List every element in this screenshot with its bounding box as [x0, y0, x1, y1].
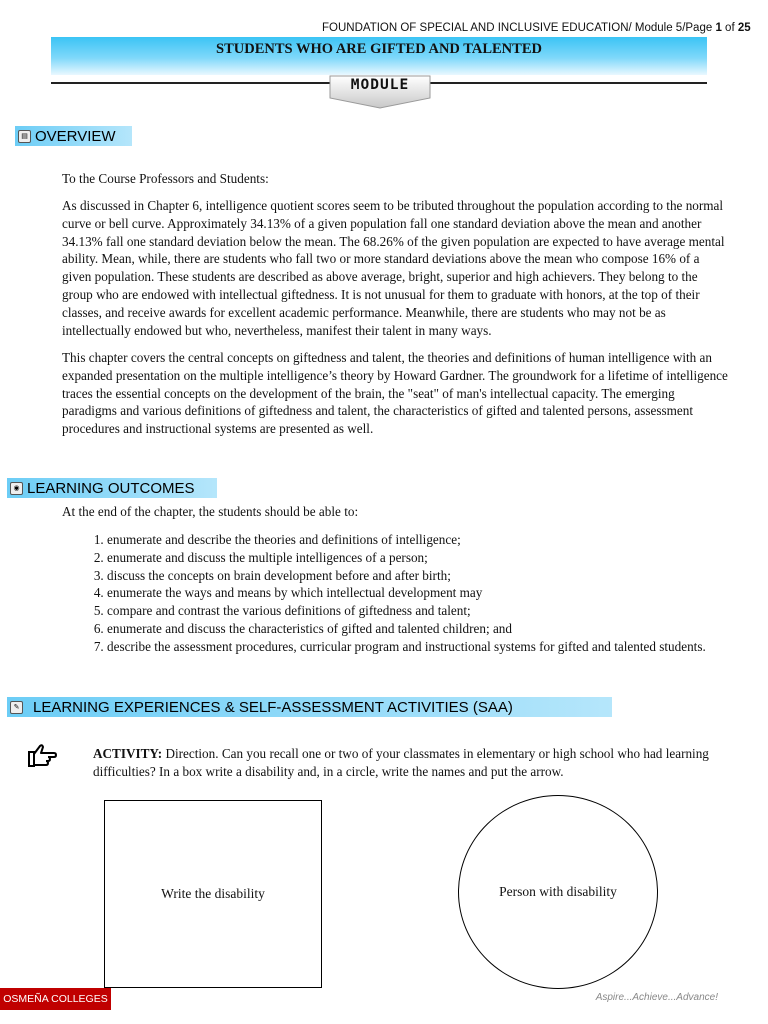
running-header	[322, 22, 751, 34]
outcomes-intro	[62, 503, 728, 521]
overview-heading: OVERVIEW	[35, 127, 116, 145]
page-current: 1	[715, 22, 722, 34]
target-icon: ◉	[10, 482, 23, 495]
outcomes-intro-text: At the end of the chapter, the students should be able to:	[62, 504, 359, 519]
list-item: 1. enumerate and describe the theories and definitions of intelligence;	[107, 531, 747, 549]
section-learning-experiences	[7, 697, 612, 717]
list-item: 7. describe the assessment procedures, curricular program and instructional systems for gifted and talented students.	[107, 638, 747, 656]
page-total: 25	[737, 22, 751, 34]
overview-paragraph-2	[62, 349, 728, 438]
title-banner	[51, 37, 707, 75]
activity-icon: ✎	[10, 701, 23, 714]
section-learning-outcomes	[7, 478, 217, 498]
learning-outcomes-heading: LEARNING OUTCOMES	[27, 479, 195, 497]
list-item: 2. enumerate and discuss the multiple intelligences of a person;	[107, 549, 747, 567]
activity-label: ACTIVITY:	[93, 746, 163, 761]
document-icon: ▤	[18, 130, 31, 143]
person-circle	[458, 795, 658, 989]
footer-tagline: Aspire...Achieve...Advance!	[595, 992, 718, 1003]
activity-text: Direction. Can you recall one or two of your classmates in elementary or high school who had learning difficulties? In a box write a disability and, in a circle, write the names and put the arrow.	[93, 746, 709, 779]
learning-experiences-heading: LEARNING EXPERIENCES & SELF-ASSESSMENT ACTIVITIES (SAA)	[33, 698, 513, 716]
salutation-text: To the Course Professors and Students:	[62, 171, 269, 186]
document-title: STUDENTS WHO ARE GIFTED AND TALENTED	[216, 41, 542, 57]
page-of: of	[721, 22, 738, 34]
module-tab	[327, 74, 433, 110]
footer-school-badge	[0, 988, 111, 1010]
disability-box-label: Write the disability	[161, 886, 265, 901]
person-circle-label: Person with disability	[499, 884, 617, 899]
list-item: 3. discuss the concepts on brain development before and after birth;	[107, 567, 747, 585]
module-label: MODULE	[350, 77, 410, 93]
footer-school: OSMEÑA COLLEGES	[3, 993, 108, 1005]
paragraph-2-text: This chapter covers the central concepts on giftedness and talent, the theories and definitions of human intelligence with an expanded presentation on the multiple intelligence’s theory by Howard Gardner. The groundwork for a lifetime of intelligence traces the essential concepts on the development of the brain, the "seat" of man's intellectual capacity. The emerging paradigms and various definitions of giftedness and talent, the characteristics of gifted and talented persons, assessment procedures and instructional systems are presented as well.	[62, 350, 728, 437]
pointing-hand-icon	[26, 742, 58, 770]
activity-instructions	[93, 745, 713, 781]
overview-salutation	[62, 170, 728, 188]
outcomes-list	[62, 531, 747, 656]
section-overview	[15, 126, 132, 146]
list-item: 6. enumerate and discuss the characteristics of gifted and talented children; and	[107, 620, 747, 638]
list-item: 5. compare and contrast the various definitions of giftedness and talent;	[107, 602, 747, 620]
disability-box	[104, 800, 322, 988]
list-item: 4. enumerate the ways and means by which intellectual development may	[107, 584, 747, 602]
course-line: FOUNDATION OF SPECIAL AND INCLUSIVE EDUCATION/ Module 5/Page	[322, 22, 716, 34]
overview-paragraph-1	[62, 197, 728, 339]
paragraph-1-text: As discussed in Chapter 6, intelligence quotient scores seem to be tributed throughout the population according to the normal curve or bell curve. Approximately 34.13% of a given population fall one standard deviation above the mean and another 34.13% fall one standard deviation below the mean. The 68.26% of the given population are expected to have average mental ability. Mean, while, there are students who fall two or more standard deviations above the mean who compose 16% of a given population. These students are described as above average, bright, superior and high achievers. They belong to the group who are endowed with intellectual giftedness. It is not unusual for them to graduate with honors, at the top of their classes, and receive awards for excellent academic performance. Meanwhile, there are students who may not be as intellectually endowed but who, nevertheless, manifest their talent in many ways.	[62, 198, 725, 338]
